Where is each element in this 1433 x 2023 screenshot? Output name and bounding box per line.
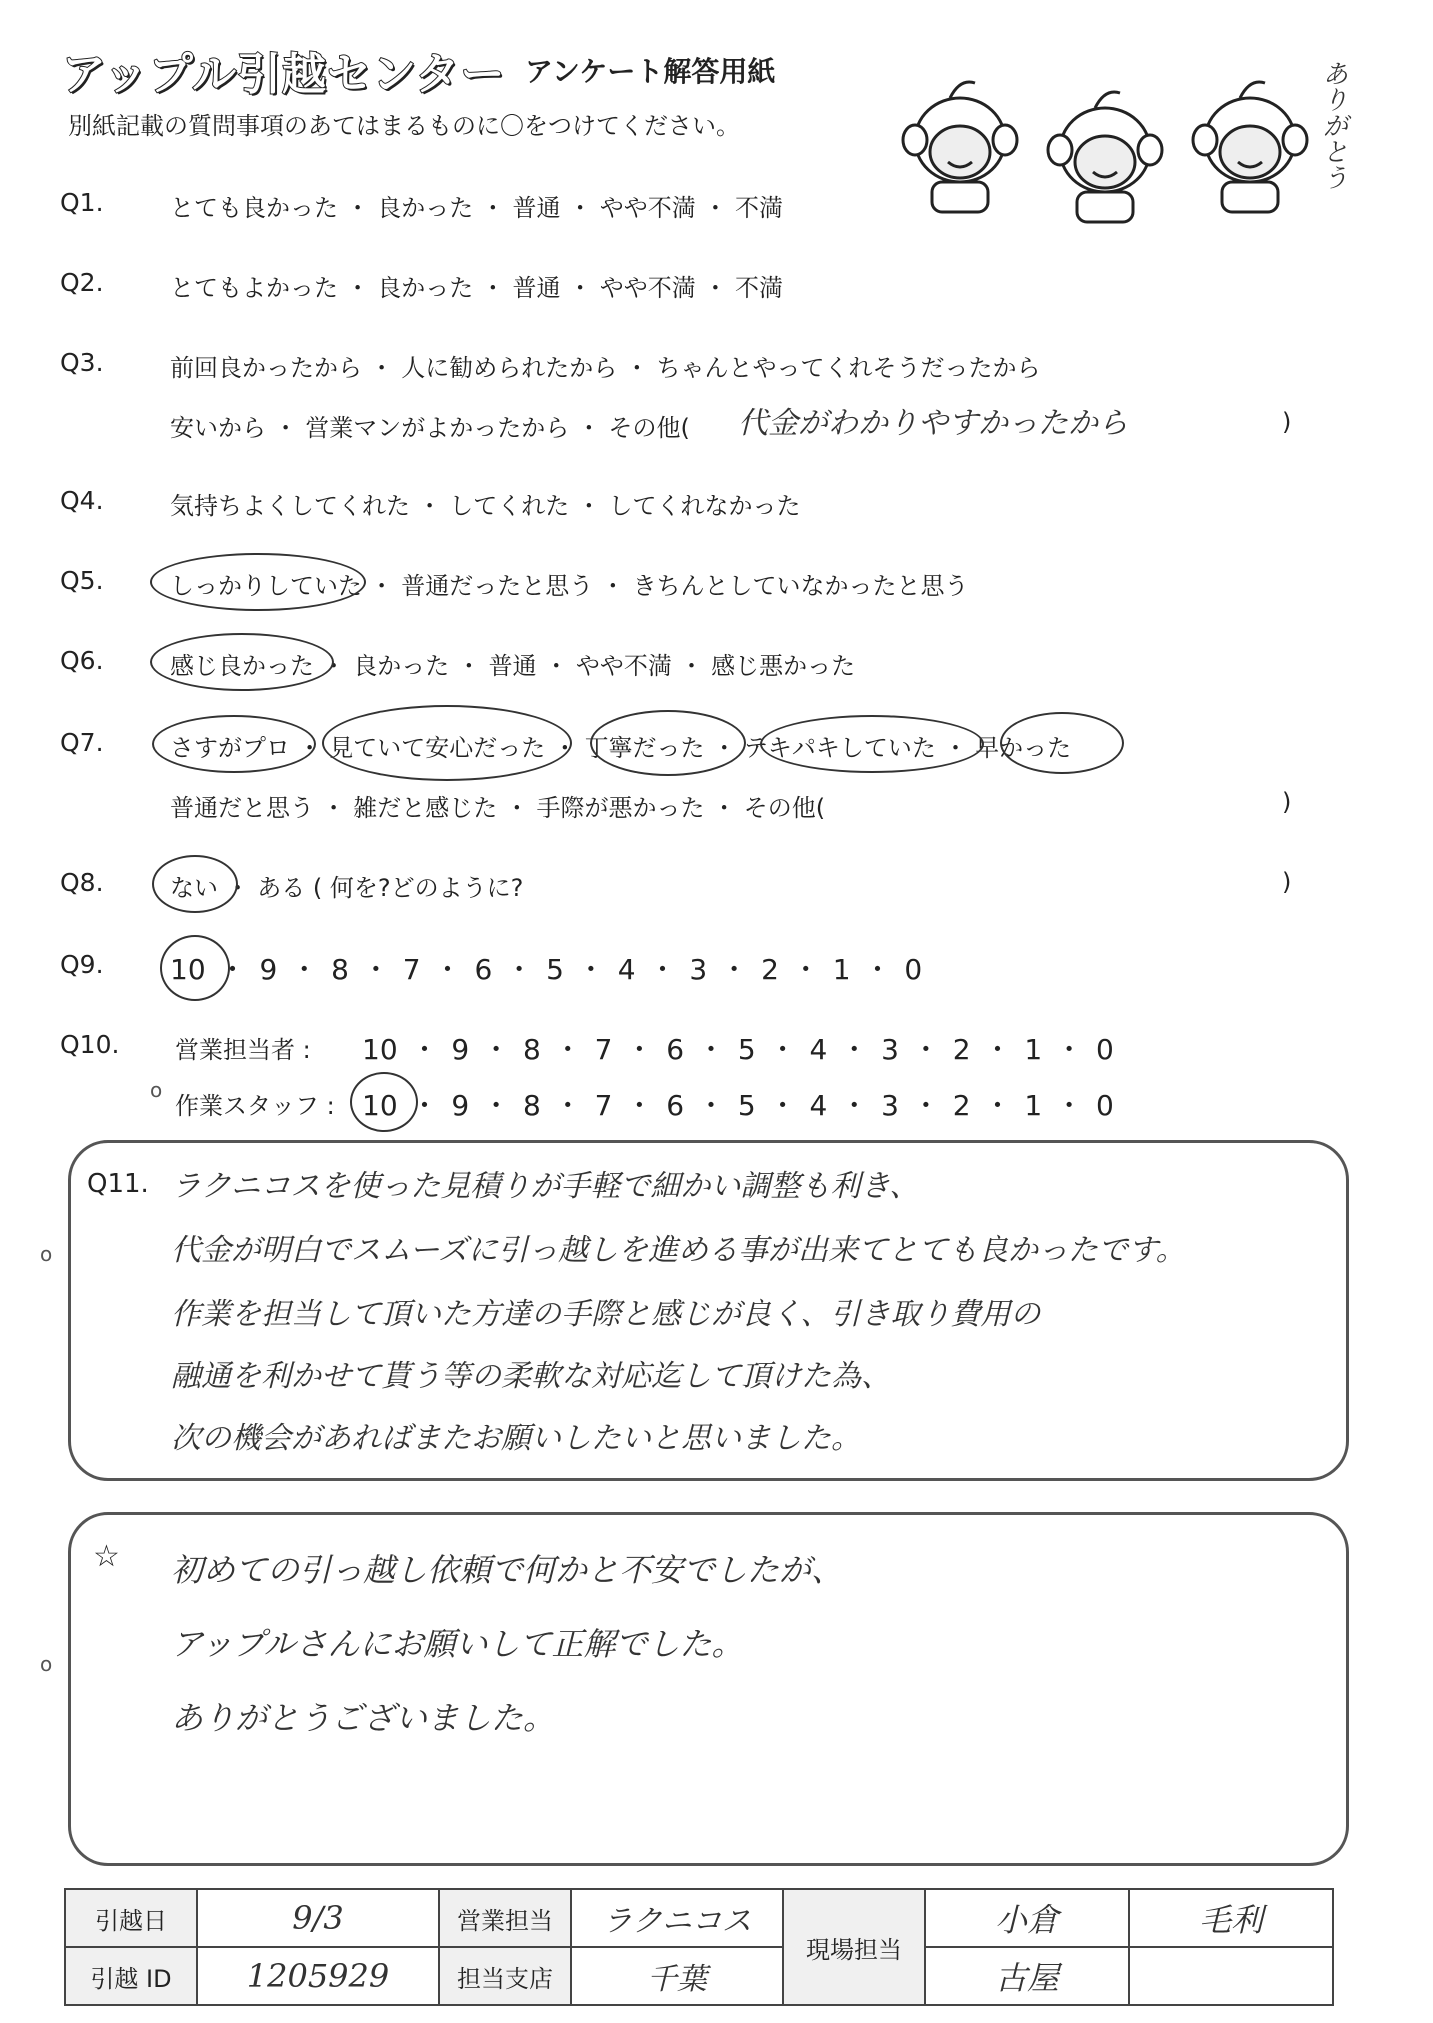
q8-options: ない ・ ある ( 何を?どのように? bbox=[170, 874, 524, 902]
form-subtitle: アンケート解答用紙 bbox=[525, 55, 776, 88]
q7-label: Q7. bbox=[60, 728, 104, 757]
q9-label: Q9. bbox=[60, 950, 104, 979]
q5-option: しっかりしていた bbox=[170, 572, 362, 600]
q3-options-line2: 安いから ・ 営業マンがよかったから ・ その他( bbox=[170, 414, 690, 442]
move-date-value: 9/3 bbox=[197, 1889, 439, 1947]
q10-staff-answer-circle bbox=[350, 1072, 418, 1132]
site-staff-value: 小倉 bbox=[925, 1889, 1129, 1947]
q7-answer-circle bbox=[760, 715, 984, 773]
move-date-label: 引越日 bbox=[65, 1889, 197, 1947]
q10-staff-label: 作業スタッフ : bbox=[175, 1092, 335, 1120]
q7-answer-circle bbox=[590, 710, 746, 776]
q10-sales-label: 営業担当者 : bbox=[175, 1036, 311, 1064]
q5-option: 普通だったと思う bbox=[401, 572, 594, 600]
instruction-text: 別紙記載の質問事項のあてはまるものに〇をつけてください。 bbox=[68, 112, 740, 140]
site-staff-value: 毛利 bbox=[1129, 1889, 1333, 1947]
q8-label: Q8. bbox=[60, 868, 104, 897]
sales-value: ラクニコス bbox=[571, 1889, 783, 1947]
q3-label: Q3. bbox=[60, 348, 104, 377]
q9-answer-circle bbox=[160, 935, 230, 1001]
q1-options: とても良かった ・ 良かった ・ 普通 ・ やや不満 ・ 不満 bbox=[170, 194, 784, 222]
q11-comment-box: Q11. ラクニコスを使った見積りが手軽で細かい調整も利き、 代金が明白でスムーズに引っ越しを進める事が出来てとても良かったです。 作業を担当して頂いた方達の手際と感じが良く、引き取り費用の 融通を利かせて貰う等の柔軟な対応迄して頂けた為、 次の機会があればまたお願いしたいと思いました。 bbox=[68, 1140, 1349, 1481]
branch-value: 千葉 bbox=[571, 1947, 783, 2005]
move-id-label: 引越 ID bbox=[65, 1947, 197, 2005]
q8-answer-circle bbox=[152, 855, 238, 913]
footer-table bbox=[64, 1888, 1334, 2006]
q5-label: Q5. bbox=[60, 566, 104, 595]
q7-answer-circle bbox=[322, 705, 572, 781]
site-staff-value: 古屋 bbox=[925, 1947, 1129, 2005]
q7-options-line2: 普通だと思う ・ 雑だと感じた ・ 手際が悪かった ・ その他( bbox=[170, 794, 826, 822]
side-mark: o bbox=[40, 1652, 53, 1676]
side-mark: o bbox=[150, 1078, 163, 1102]
q4-label: Q4. bbox=[60, 486, 104, 515]
q5-option: きちんとしていなかったと思う bbox=[632, 572, 969, 600]
sales-label: 営業担当 bbox=[439, 1889, 571, 1947]
q7-answer-circle bbox=[152, 715, 316, 773]
form-title: アップル引越センター bbox=[62, 49, 506, 100]
q3-options-line1: 前回良かったから ・ 人に勧められたから ・ ちゃんとやってくれそうだったから bbox=[170, 354, 1041, 382]
q3-close-paren: ) bbox=[1282, 408, 1292, 436]
q7-options-line1: さすがプロ ・ 見ていて安心だった ・ 丁寧だった ・ テキパキしていた ・ 早かった bbox=[170, 734, 1072, 762]
side-mark: o bbox=[40, 1242, 53, 1266]
q5-options: しっかりしていた ・ 普通だったと思う ・ きちんとしていなかったと思う bbox=[170, 572, 969, 600]
mascot-caption: ありがとう bbox=[1318, 60, 1348, 190]
monkey-mascot-illustration bbox=[890, 55, 1340, 225]
q2-options: とてもよかった ・ 良かった ・ 普通 ・ やや不満 ・ 不満 bbox=[170, 274, 784, 302]
q4-options: 気持ちよくしてくれた ・ してくれた ・ してくれなかった bbox=[170, 492, 801, 520]
q6-label: Q6. bbox=[60, 646, 104, 675]
q6-answer-circle bbox=[150, 633, 334, 691]
q10-label: Q10. bbox=[60, 1030, 120, 1059]
q5-answer-circle bbox=[150, 553, 366, 611]
q3-other-answer: 代金がわかりやすかったから bbox=[738, 406, 1128, 441]
q10-staff-scale: 10 ・ 9 ・ 8 ・ 7 ・ 6 ・ 5 ・ 4 ・ 3 ・ 2 ・ 1 ・ 0 bbox=[362, 1089, 1114, 1122]
q11-label: Q11. bbox=[87, 1169, 149, 1199]
q2-label: Q2. bbox=[60, 268, 104, 297]
empty-cell bbox=[1129, 1947, 1333, 2005]
star-icon: ☆ bbox=[93, 1539, 120, 1574]
q6-options: 感じ良かった ・ 良かった ・ 普通 ・ やや不満 ・ 感じ悪かった bbox=[170, 652, 856, 680]
q8-close-paren: ) bbox=[1282, 868, 1292, 896]
q1-label: Q1. bbox=[60, 188, 104, 217]
q9-scale: 10 ・ 9 ・ 8 ・ 7 ・ 6 ・ 5 ・ 4 ・ 3 ・ 2 ・ 1 ・ 0 bbox=[170, 953, 923, 986]
move-id-value: 1205929 bbox=[197, 1947, 439, 2005]
q7-answer-circle bbox=[1000, 712, 1124, 774]
q10-sales-scale: 10 ・ 9 ・ 8 ・ 7 ・ 6 ・ 5 ・ 4 ・ 3 ・ 2 ・ 1 ・ 0 bbox=[362, 1033, 1114, 1066]
site-staff-label: 現場担当 bbox=[783, 1889, 925, 2005]
branch-label: 担当支店 bbox=[439, 1947, 571, 2005]
star-comment-box: ☆ 初めての引っ越し依頼で何かと不安でしたが、 アップルさんにお願いして正解でした。 ありがとうございました。 bbox=[68, 1512, 1349, 1866]
q7-close-paren: ) bbox=[1282, 788, 1292, 816]
